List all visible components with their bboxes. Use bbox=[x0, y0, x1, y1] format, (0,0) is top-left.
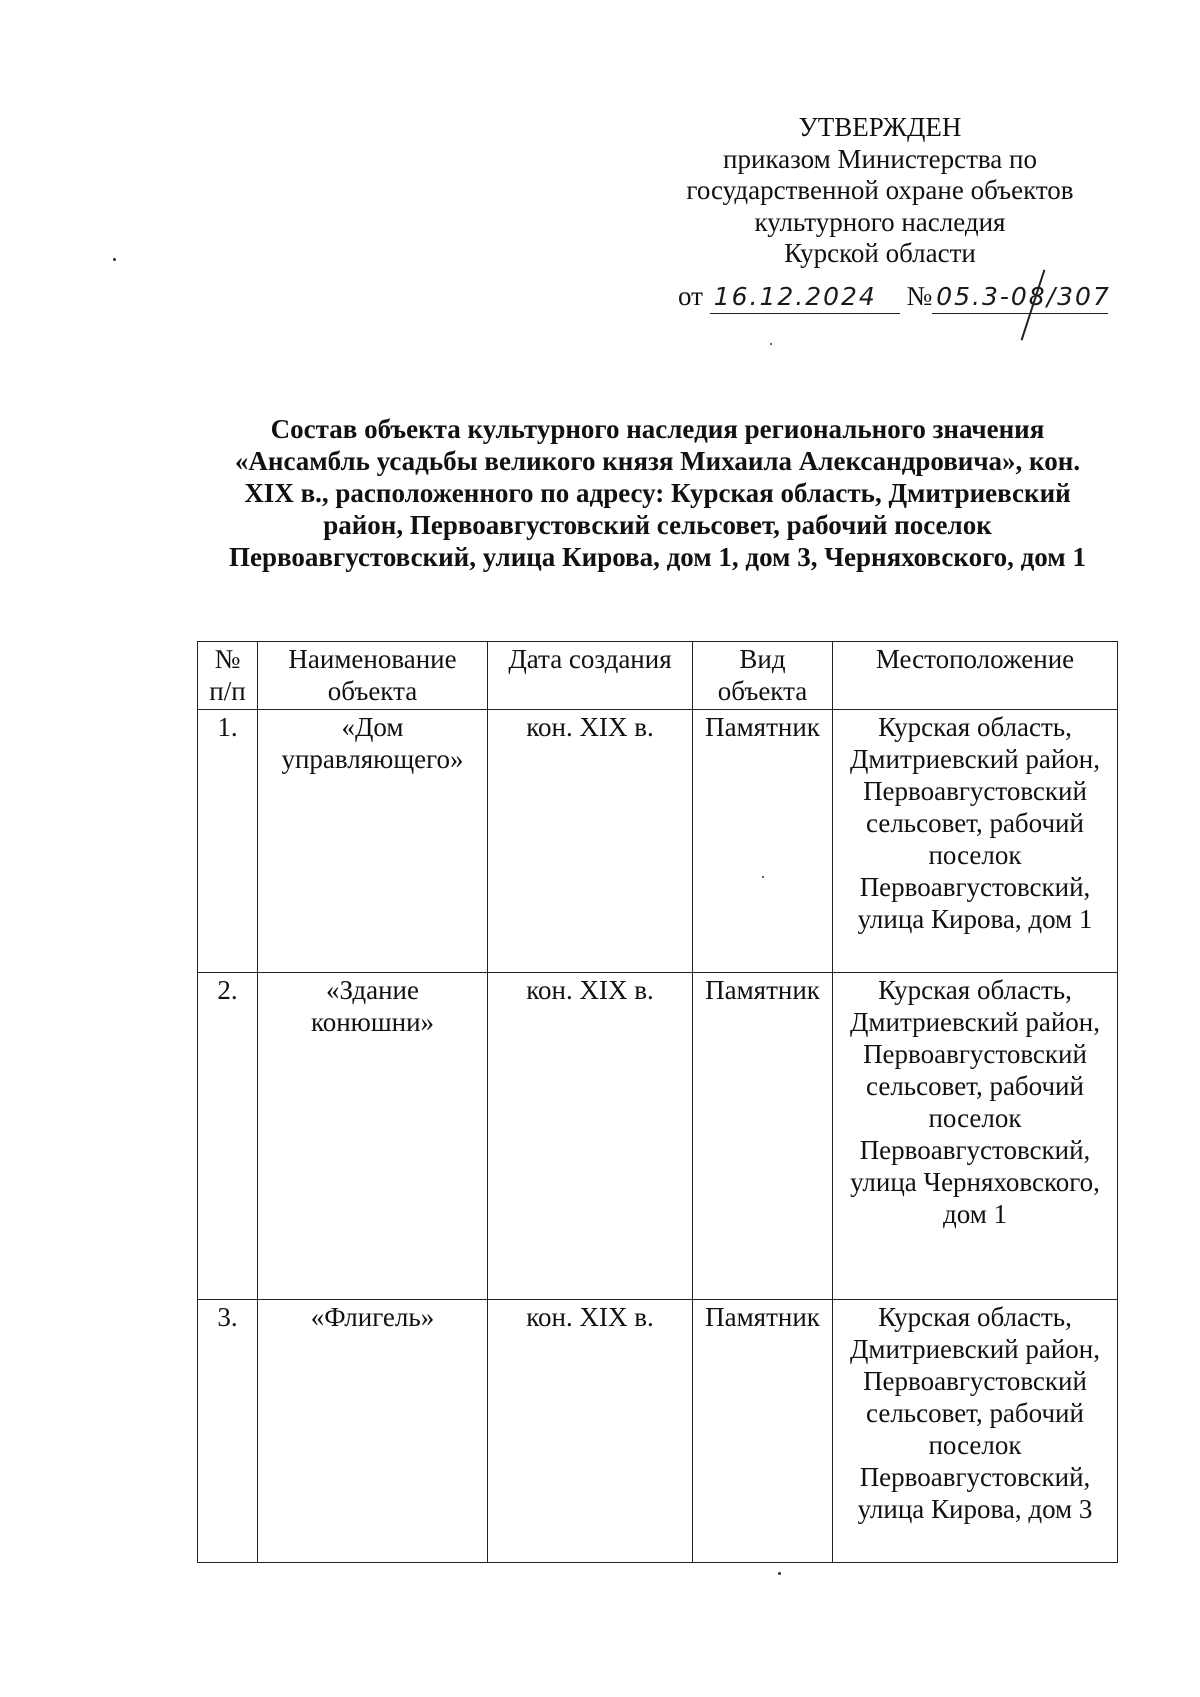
cell-type: Памятник bbox=[693, 710, 833, 973]
title-line: район, Первоавгустовский сельсовет, рабочий поселок bbox=[323, 510, 992, 540]
scan-speck bbox=[770, 343, 772, 345]
cell-date: кон. XIX в. bbox=[488, 1300, 693, 1563]
header-location: Местоположение bbox=[833, 642, 1118, 710]
table-row bbox=[198, 973, 1118, 1300]
table-header-row bbox=[198, 642, 1118, 710]
approval-line: государственной охране объектов bbox=[686, 175, 1074, 205]
approval-line: Курской области bbox=[784, 238, 976, 268]
header-type: Вид объекта bbox=[693, 642, 833, 710]
order-date-handwritten: 16.12.2024 bbox=[710, 283, 900, 314]
title-line: Состав объекта культурного наследия регионального значения bbox=[270, 414, 1045, 444]
cell-number: 3. bbox=[198, 1300, 258, 1563]
cell-number: 1. bbox=[198, 710, 258, 973]
scan-speck bbox=[113, 258, 116, 261]
order-date-number bbox=[678, 281, 1111, 314]
header-number: № п/п bbox=[198, 642, 258, 710]
approval-line: культурного наследия bbox=[754, 206, 1006, 237]
cell-type: Памятник bbox=[693, 1300, 833, 1563]
scan-speck bbox=[762, 876, 764, 878]
cell-location: Курская область, Дмитриевский район, Первоавгустовский сельсовет, рабочий поселок Первоавгустовский, улица Кирова, дом 1 bbox=[833, 710, 1118, 973]
cell-name: «Дом управляющего» bbox=[258, 710, 488, 973]
approval-stamp bbox=[640, 112, 1120, 270]
document-title bbox=[195, 413, 1120, 573]
title-line: XIX в., расположенного по адресу: Курская область, Дмитриевский bbox=[244, 478, 1071, 508]
cell-number: 2. bbox=[198, 973, 258, 1300]
cell-name: «Здание конюшни» bbox=[258, 973, 488, 1300]
heritage-objects-table bbox=[197, 641, 1118, 1563]
order-number-handwritten: 05.3-08/307 bbox=[932, 283, 1108, 314]
approval-line: УТВЕРЖДЕН bbox=[798, 112, 962, 142]
title-line: Первоавгустовский, улица Кирова, дом 1, дом 3, Черняховского, дом 1 bbox=[229, 542, 1086, 572]
date-prefix: от bbox=[678, 281, 703, 311]
header-date: Дата создания bbox=[488, 642, 693, 710]
table-row bbox=[198, 710, 1118, 973]
cell-location: Курская область, Дмитриевский район, Первоавгустовский сельсовет, рабочий поселок Первоавгустовский, улица Кирова, дом 3 bbox=[833, 1300, 1118, 1563]
cell-date: кон. XIX в. bbox=[488, 973, 693, 1300]
scan-speck bbox=[778, 1572, 781, 1575]
cell-type: Памятник bbox=[693, 973, 833, 1300]
table-row bbox=[198, 1300, 1118, 1563]
title-line: «Ансамбль усадьбы великого князя Михаила Александровича», кон. bbox=[234, 446, 1081, 476]
header-name: Наименование объекта bbox=[258, 642, 488, 710]
approval-line: приказом Министерства по bbox=[723, 143, 1037, 174]
number-prefix: № bbox=[906, 281, 933, 311]
cell-location: Курская область, Дмитриевский район, Первоавгустовский сельсовет, рабочий поселок Первоавгустовский, улица Черняховского, дом 1 bbox=[833, 973, 1118, 1300]
cell-date: кон. XIX в. bbox=[488, 710, 693, 973]
cell-name: «Флигель» bbox=[258, 1300, 488, 1563]
